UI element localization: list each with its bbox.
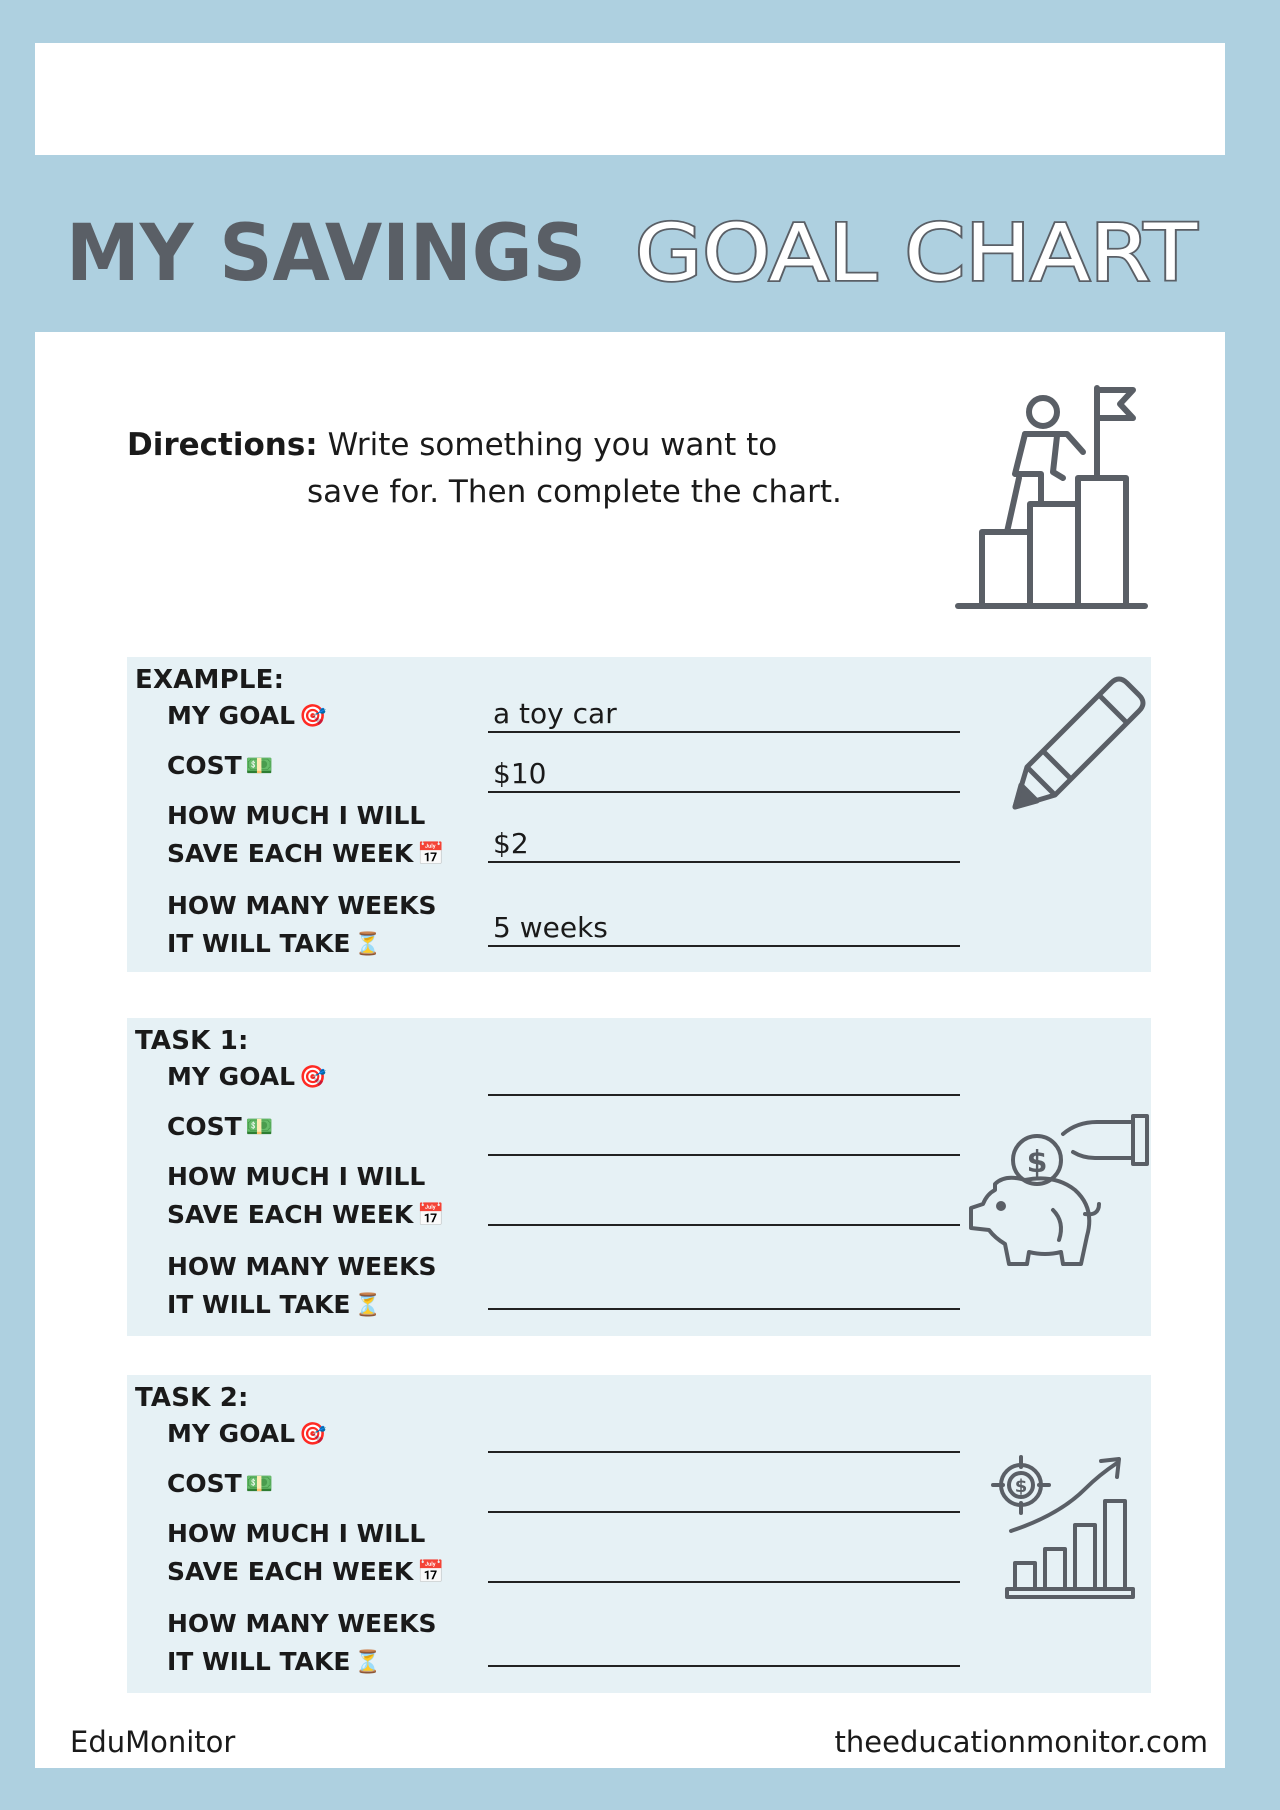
example-weeks-value: 5 weeks bbox=[493, 911, 608, 944]
directions-label: Directions: bbox=[127, 427, 318, 463]
footer-website[interactable]: theeducationmonitor.com bbox=[834, 1725, 1208, 1759]
worksheet-body bbox=[35, 332, 1225, 1768]
task-2-goal-line[interactable] bbox=[488, 1451, 960, 1453]
header-blank-box bbox=[35, 43, 1225, 155]
example-weekly-line bbox=[488, 861, 960, 863]
hourglass-icon: ⏳ bbox=[354, 1293, 382, 1318]
money-icon: 💵 bbox=[245, 1472, 274, 1497]
task-1-weeks-line[interactable] bbox=[488, 1308, 960, 1310]
example-heading: EXAMPLE: bbox=[135, 665, 285, 695]
pencil-icon bbox=[1007, 675, 1147, 815]
example-goal-line bbox=[488, 731, 960, 733]
piggy-bank-icon bbox=[965, 1114, 1150, 1284]
example-weeks-line bbox=[488, 945, 960, 947]
hourglass-icon: ⏳ bbox=[354, 932, 382, 957]
task-1-weekly-line[interactable] bbox=[488, 1224, 960, 1226]
page-title bbox=[60, 200, 1240, 310]
task-1-heading: TASK 1: bbox=[135, 1026, 249, 1056]
task-2-section bbox=[127, 1375, 1151, 1693]
task-2-heading: TASK 2: bbox=[135, 1383, 249, 1413]
task-1-goal-label: MY GOAL 🎯 bbox=[167, 1062, 327, 1091]
task-2-weekly-line[interactable] bbox=[488, 1581, 960, 1583]
task-1-cost-line[interactable] bbox=[488, 1154, 960, 1156]
calendar-icon: 📅 bbox=[417, 842, 445, 867]
example-section bbox=[127, 657, 1151, 972]
money-icon: 💵 bbox=[245, 754, 274, 779]
calendar-icon: 📅 bbox=[417, 1560, 445, 1585]
example-goal-value: a toy car bbox=[493, 697, 617, 730]
svg-text:$: $ bbox=[1026, 1145, 1048, 1180]
target-icon: 🎯 bbox=[299, 1065, 327, 1090]
hourglass-icon: ⏳ bbox=[354, 1650, 382, 1675]
task-1-weekly-label: HOW MUCH I WILL SAVE EACH WEEK 📅 bbox=[167, 1162, 445, 1229]
task-1-weeks-label: HOW MANY WEEKS IT WILL TAKE ⏳ bbox=[167, 1252, 437, 1319]
title-part-1: MY SAVINGS bbox=[66, 209, 586, 299]
calendar-icon: 📅 bbox=[417, 1203, 445, 1228]
growth-chart-icon bbox=[989, 1455, 1139, 1605]
task-2-weeks-label: HOW MANY WEEKS IT WILL TAKE ⏳ bbox=[167, 1609, 437, 1676]
task-1-cost-label: COST 💵 bbox=[167, 1112, 274, 1141]
example-cost-label: COST 💵 bbox=[167, 751, 274, 780]
task-2-goal-label: MY GOAL 🎯 bbox=[167, 1419, 327, 1448]
goal-climb-icon bbox=[955, 382, 1155, 612]
directions bbox=[127, 422, 842, 516]
target-icon: 🎯 bbox=[299, 704, 327, 729]
example-cost-line bbox=[488, 791, 960, 793]
example-weeks-label: HOW MANY WEEKS IT WILL TAKE ⏳ bbox=[167, 891, 437, 958]
directions-line-2: save for. Then complete the chart. bbox=[307, 474, 842, 510]
task-1-section bbox=[127, 1018, 1151, 1336]
task-2-weekly-label: HOW MUCH I WILL SAVE EACH WEEK 📅 bbox=[167, 1519, 445, 1586]
directions-line-1: Write something you want to bbox=[327, 427, 778, 463]
money-icon: 💵 bbox=[245, 1115, 274, 1140]
task-2-weeks-line[interactable] bbox=[488, 1665, 960, 1667]
example-goal-label: MY GOAL 🎯 bbox=[167, 701, 327, 730]
task-1-goal-line[interactable] bbox=[488, 1094, 960, 1096]
example-weekly-value: $2 bbox=[493, 827, 529, 860]
task-2-cost-line[interactable] bbox=[488, 1511, 960, 1513]
example-cost-value: $10 bbox=[493, 757, 547, 790]
footer-brand: EduMonitor bbox=[70, 1725, 236, 1759]
title-part-2: GOAL CHART bbox=[635, 209, 1198, 299]
example-weekly-label: HOW MUCH I WILL SAVE EACH WEEK 📅 bbox=[167, 801, 445, 868]
target-icon: 🎯 bbox=[299, 1422, 327, 1447]
task-2-cost-label: COST 💵 bbox=[167, 1469, 274, 1498]
svg-text:$: $ bbox=[1014, 1476, 1028, 1497]
